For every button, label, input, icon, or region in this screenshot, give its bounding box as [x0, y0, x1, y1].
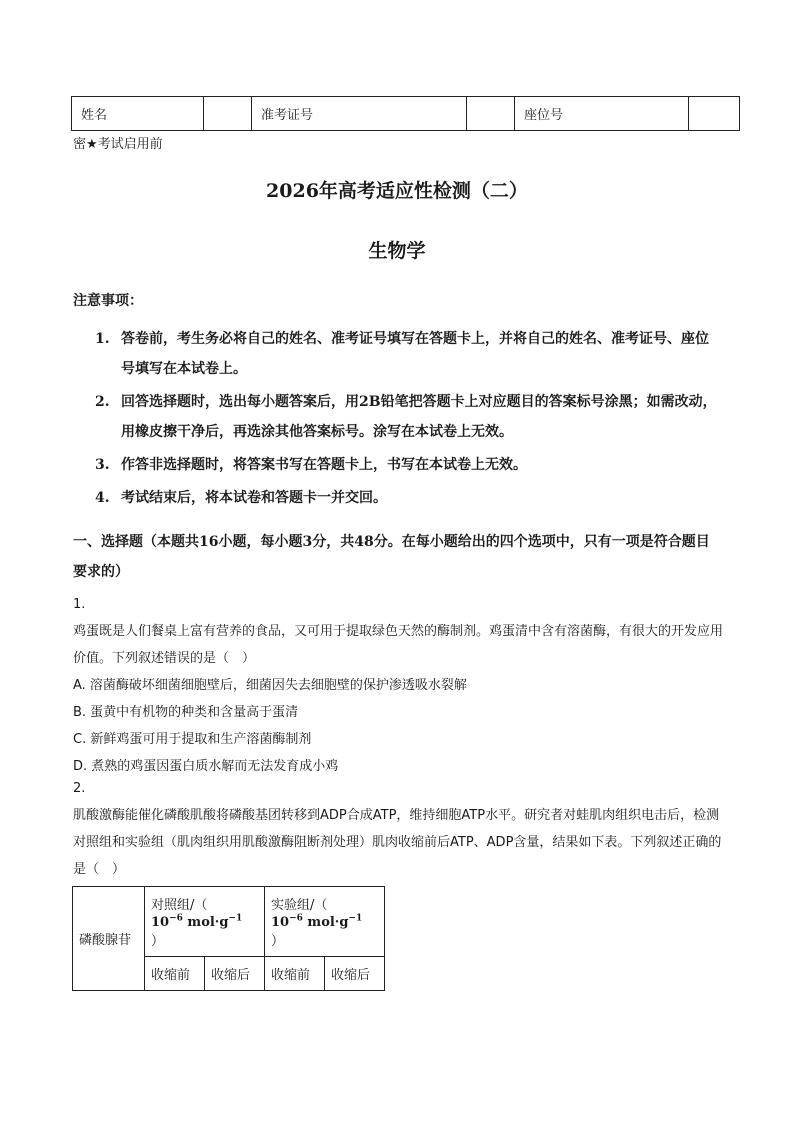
- name-field[interactable]: [204, 97, 252, 131]
- control-group-header: [145, 887, 265, 957]
- experiment-group-header: [265, 887, 385, 957]
- notice-heading: 注意事项：: [73, 293, 143, 309]
- question-stem: 鸡蛋既是人们餐桌上富有营养的食品，又可用于提取绿色天然的酶制剂。鸡蛋清中含有溶菌酶，有很大的开发应用价值。下列叙述错误的是（ ）: [73, 624, 724, 666]
- seat-field[interactable]: [689, 97, 740, 131]
- question-1: [73, 591, 723, 780]
- notice-item: [95, 483, 720, 513]
- notice-text: 回答选择题时，选出每小题答案后，用2B铅笔把答题卡上对应题目的答案标号涂黑；如需改动，用橡皮擦干净后，再选涂其他答案标号。涂写在本试卷上无效。: [121, 394, 717, 440]
- atp-adp-table: [72, 886, 385, 991]
- section-heading: 一、选择题（本题共16小题，每小题3分，共48分。在每小题给出的四个选项中，只有一项是符合题目要求的）: [73, 534, 710, 580]
- exam-number-label: 准考证号: [252, 97, 467, 131]
- option-a: A. 溶菌酶破坏细菌细胞壁后，细菌因失去细胞壁的保护渗透吸水裂解: [73, 678, 467, 693]
- option-c: C. 新鲜鸡蛋可用于提取和生产溶菌酶制剂: [73, 732, 312, 747]
- close-paren: ）: [271, 933, 285, 949]
- candidate-info-table: [71, 96, 740, 131]
- control-after-header: 收缩后: [205, 957, 265, 991]
- row-header-cell: 磷酸腺苷: [73, 887, 145, 991]
- question-stem: 肌酸激酶能催化磷酸肌酸将磷酸基团转移到ADP合成ATP，维持细胞ATP水平。研究者对蛙肌肉组织电击后，检测对照组和实验组（肌肉组织用肌酸激酶阻断剂处理）肌肉收缩前后ATP、ADP含量，结果如下表。下列叙述正确的是（ ）: [73, 808, 722, 877]
- notice-number: 2.: [95, 394, 110, 410]
- option-b: B. 蛋黄中有机物的种类和含量高于蛋清: [73, 705, 299, 720]
- exam-title: 2026年高考适应性检测（二）: [266, 180, 528, 202]
- question-number: 1.: [73, 597, 86, 612]
- question-2: [73, 775, 723, 883]
- experiment-after-header: 收缩后: [325, 957, 385, 991]
- notice-number: 3.: [95, 457, 110, 473]
- experiment-label: 实验组/（: [271, 898, 328, 914]
- notice-list: [95, 324, 720, 516]
- question-number: 2.: [73, 781, 86, 796]
- control-before-header: 收缩前: [145, 957, 205, 991]
- notice-text: 答卷前，考生务必将自己的姓名、准考证号填写在答题卡上，并将自己的姓名、准考证号、座位号填写在本试卷上。: [121, 331, 709, 377]
- notice-number: 1.: [95, 331, 110, 347]
- notice-text: 作答非选择题时，将答案书写在答题卡上，书写在本试卷上无效。: [121, 457, 527, 473]
- notice-item: [95, 450, 720, 480]
- experiment-before-header: 收缩前: [265, 957, 325, 991]
- seat-label: 座位号: [515, 97, 689, 131]
- close-paren: ）: [151, 933, 165, 949]
- exam-number-field[interactable]: [467, 97, 515, 131]
- confidential-note: 密★考试启用前: [73, 137, 163, 152]
- notice-number: 4.: [95, 490, 110, 506]
- subject-title: 生物学: [368, 240, 426, 262]
- control-label: 对照组/（: [151, 898, 208, 914]
- notice-item: [95, 387, 720, 447]
- name-label: 姓名: [72, 97, 204, 131]
- notice-item: [95, 324, 720, 384]
- notice-text: 考试结束后，将本试卷和答题卡一并交回。: [121, 490, 387, 506]
- option-d: D. 煮熟的鸡蛋因蛋白质水解而无法发育成小鸡: [73, 759, 339, 774]
- unit-label: $10^{-6}$ $mol\cdot g^{-1}$: [271, 913, 363, 930]
- unit-label: $10^{-6}$ $mol\cdot g^{-1}$: [151, 913, 243, 930]
